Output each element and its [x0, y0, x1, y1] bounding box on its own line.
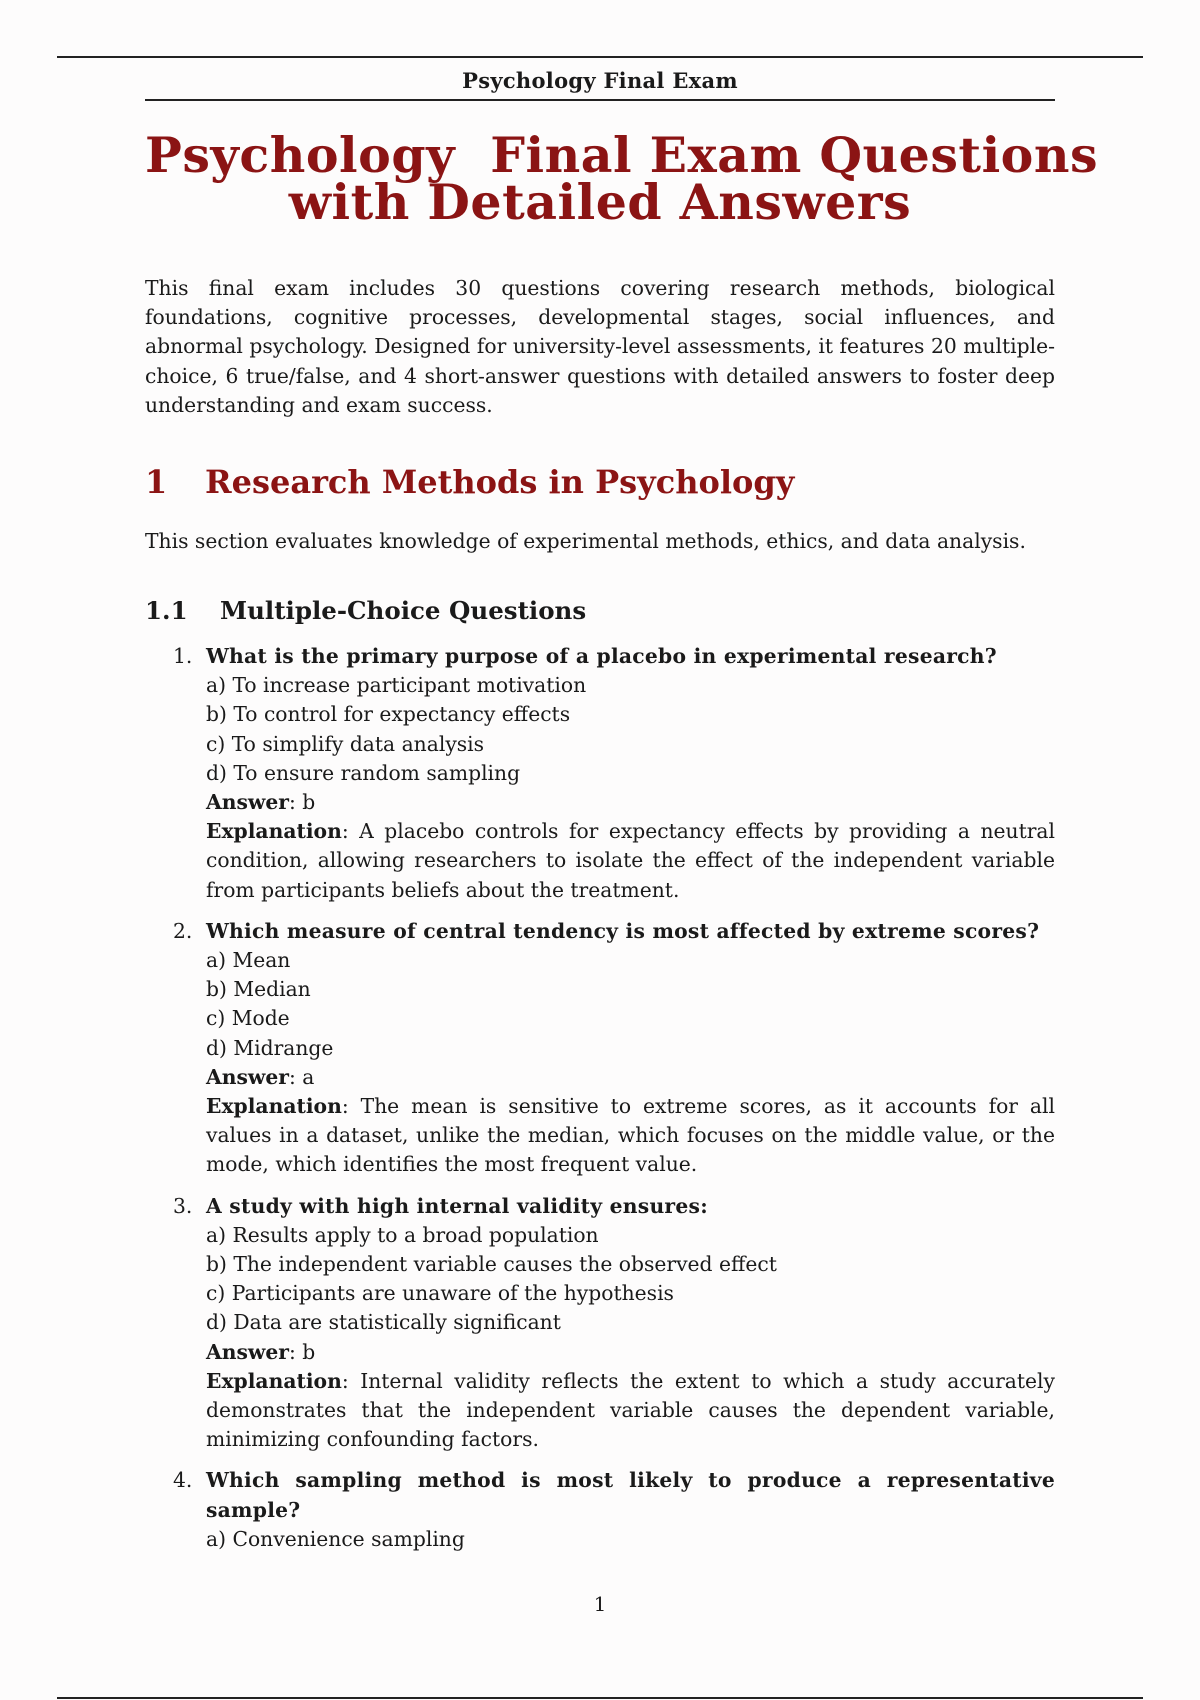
explanation-text: : The mean is sensitive to extreme scores, as it accounts for all values in a dataset, unlike the median, which focuses on the middle value, or the mode, which identifies the most frequent value. — [206, 1094, 1055, 1177]
section-heading — [145, 463, 1055, 501]
top-rule — [57, 56, 1143, 58]
question-number: 3. — [173, 1193, 193, 1218]
running-head: Psychology Final Exam — [145, 68, 1055, 101]
answer-value: : a — [288, 1064, 315, 1089]
question-option: b) Median — [206, 977, 311, 1002]
question-option: a) Mean — [206, 948, 291, 973]
question-list — [145, 642, 1055, 1566]
answer-line — [206, 1338, 1055, 1367]
question-text: A study with high internal validity ensures: — [206, 1193, 708, 1218]
question-item — [145, 1466, 1055, 1554]
answer-line — [206, 1063, 1055, 1092]
explanation-label: Explanation — [206, 1094, 342, 1119]
explanation-label: Explanation — [206, 819, 342, 844]
answer-label: Answer — [206, 1064, 289, 1089]
subsection-title: Multiple-Choice Questions — [220, 596, 587, 625]
explanation — [206, 1092, 1055, 1180]
answer-label: Answer — [206, 790, 289, 815]
explanation — [206, 817, 1055, 905]
question-option: d) Midrange — [206, 1035, 334, 1060]
answer-line — [206, 788, 1055, 817]
intro-paragraph: This final exam includes 30 questions covering research methods, biological foundations, cognitive processes, developmental stages, social influences, and abnormal psychology. Designed for university-level assessments, it features 20 multiple-choice, 6 true/false, and 4 short-answer questions with detailed answers to foster deep understanding and exam success. — [145, 276, 1055, 417]
document-title — [145, 126, 1099, 231]
question-option: a) To increase participant motivation — [206, 673, 587, 698]
question-option: d) To ensure random sampling — [206, 760, 521, 785]
question-option: b) To control for expectancy effects — [206, 702, 571, 727]
question-text: Which measure of central tendency is most affected by extreme scores? — [206, 918, 1040, 943]
question-option: c) Mode — [206, 1006, 290, 1031]
title-line-1: Psychology Final Exam Questions — [145, 126, 1099, 184]
question-option: b) The independent variable causes the observed effect — [206, 1252, 777, 1277]
question-text: Which sampling method is most likely to produce a representative sample? — [206, 1468, 1055, 1522]
section-number: 1 — [145, 463, 168, 501]
explanation-label: Explanation — [206, 1368, 342, 1393]
question-number: 2. — [173, 918, 193, 943]
title-line-2: with Detailed Answers — [288, 173, 912, 231]
explanation-text: : Internal validity reflects the extent to which a study accurately demonstrates that the independent variable causes the dependent variable, minimizing confounding factors. — [206, 1368, 1055, 1452]
question-option: c) To simplify data analysis — [206, 731, 485, 756]
question-text: What is the primary purpose of a placebo in experimental research? — [206, 644, 997, 668]
question-option: a) Convenience sampling — [206, 1526, 465, 1551]
question-option: d) Data are statistically significant — [206, 1310, 561, 1335]
question-item — [145, 642, 1055, 905]
subsection-heading — [145, 596, 1055, 625]
explanation-text: : A placebo controls for expectancy effects by providing a neutral condition, allowing researchers to isolate the effect of the independent variable from participants beliefs about the treatment. — [206, 819, 1055, 902]
answer-value: : b — [288, 1339, 316, 1364]
question-item — [145, 1192, 1055, 1455]
answer-label: Answer — [206, 1339, 289, 1364]
question-item — [145, 917, 1055, 1180]
page-number: 1 — [593, 1592, 607, 1616]
answer-value: : b — [288, 790, 316, 815]
explanation — [206, 1367, 1055, 1455]
question-option: a) Results apply to a broad population — [206, 1222, 599, 1247]
subsection-number: 1.1 — [145, 596, 188, 625]
question-option: c) Participants are unaware of the hypothesis — [206, 1281, 674, 1306]
question-number: 1. — [173, 644, 193, 668]
section-title: Research Methods in Psychology — [205, 463, 795, 501]
bottom-rule — [57, 1697, 1143, 1699]
question-number: 4. — [173, 1468, 193, 1493]
section-description: This section evaluates knowledge of experimental methods, ethics, and data analysis. — [145, 529, 1026, 553]
